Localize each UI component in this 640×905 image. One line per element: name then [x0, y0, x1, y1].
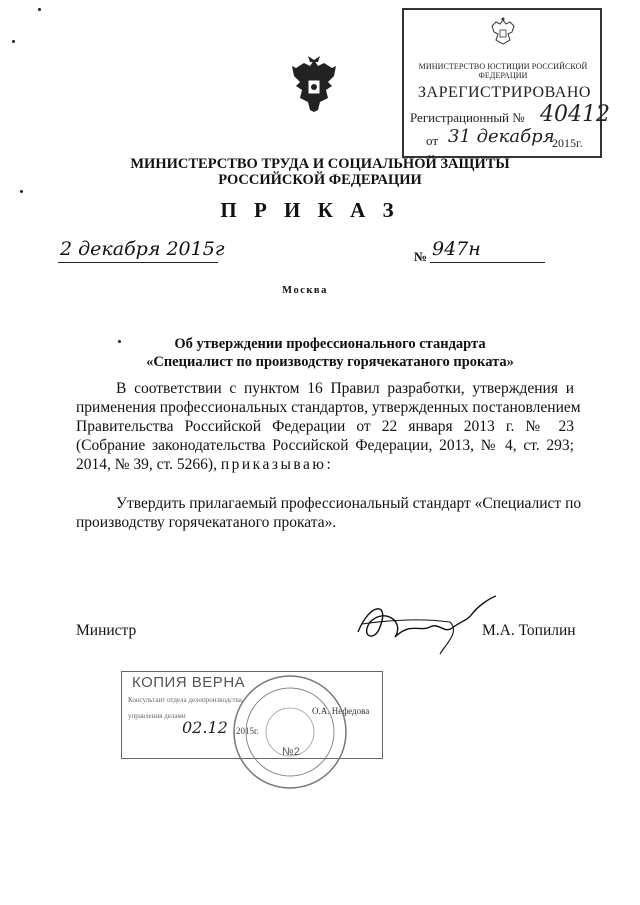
paragraph-preamble — [76, 379, 581, 474]
paragraph-line-last — [76, 455, 574, 474]
subject-line2: «Специалист по производству горячекатаного проката» — [146, 354, 514, 370]
registration-stamp — [402, 8, 610, 158]
subject-line1: Об утверждении профессионального стандарта — [174, 336, 486, 352]
scan-speck — [38, 8, 41, 11]
paragraph-line: В соответствии с пунктом 16 Правил разработки, утверждения и — [116, 380, 574, 397]
minister-title: Министр — [76, 622, 137, 639]
order-date: 2 декабря 2015г — [60, 238, 225, 260]
stamp-number: 40412 — [540, 102, 610, 127]
stamp-title: ЗАРЕГИСТРИРОВАНО — [418, 84, 591, 101]
stamp-year: 2015г. — [552, 136, 583, 150]
copy-stamp-name: О.А. Нефедова — [312, 706, 370, 716]
order-number: 947н — [432, 238, 481, 260]
copy-stamp-year: 2015г. — [236, 726, 259, 736]
stamp-date: 31 декабря — [448, 126, 555, 147]
eagle-emblem-icon — [488, 16, 518, 50]
minister-name: М.А. Топилин — [482, 622, 576, 639]
order-word: приказываю: — [220, 456, 334, 473]
paragraph-line: (Собрание законодательства Российской Федерации, 2013, № 4, ст. 293; — [76, 437, 574, 454]
ministry-name-line1: МИНИСТЕРСТВО ТРУДА И СОЦИАЛЬНОЙ ЗАЩИТЫ — [130, 156, 510, 172]
city: Москва — [282, 285, 328, 296]
paragraph-line: применения профессиональных стандартов, утвержденных постановлением — [76, 399, 581, 416]
stamp-date-prefix: от — [426, 133, 439, 148]
paragraph-line: Утвердить прилагаемый профессиональный стандарт «Специалист по — [116, 495, 582, 512]
stamp-ministry-name: МИНИСТЕРСТВО ЮСТИЦИИ РОССИЙСКОЙ ФЕДЕРАЦИИ — [418, 62, 588, 80]
scan-speck — [12, 40, 15, 43]
paragraph-line: Правительства Российской Федерации от 22 января 2013 г. № 23 — [76, 418, 574, 435]
number-underline — [430, 262, 545, 263]
order-number-label: № — [414, 249, 428, 264]
handwritten-signature-icon — [350, 592, 500, 662]
order-subject — [0, 335, 640, 371]
round-seal-icon — [230, 672, 350, 792]
ministry-name — [0, 156, 640, 188]
order-title: П Р И К А З — [220, 198, 400, 222]
stamp-number-label: Регистрационный № — [410, 110, 525, 125]
ministry-name-line2: РОССИЙСКОЙ ФЕДЕРАЦИИ — [218, 172, 422, 188]
coat-of-arms-icon — [288, 54, 340, 116]
copy-stamp-position: Консультант отдела делопроизводства — [128, 696, 242, 704]
paragraph-resolution — [76, 494, 582, 532]
copy-stamp-date: 02.12 — [182, 718, 228, 737]
copy-stamp-title: КОПИЯ ВЕРНА — [132, 674, 246, 691]
seal-number: №2 — [282, 746, 300, 758]
date-underline — [58, 262, 218, 263]
copy-stamp-department: управления делами — [128, 712, 186, 720]
paragraph-line: производству горячекатаного проката». — [76, 514, 337, 531]
scan-speck — [20, 190, 23, 193]
paragraph-line: 2014, № 39, ст. 5266), — [76, 456, 217, 473]
